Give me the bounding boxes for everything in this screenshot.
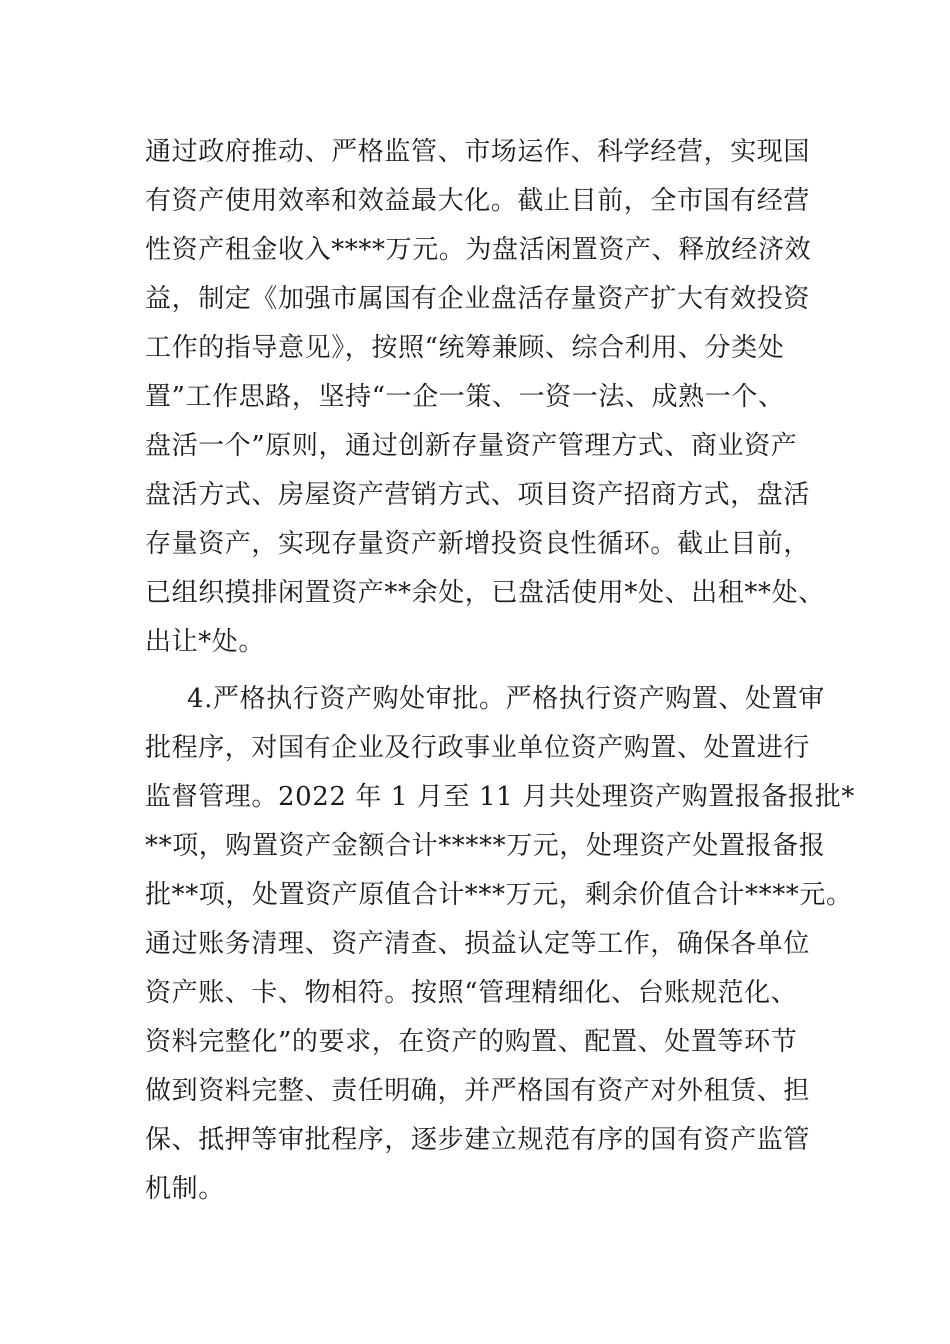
paragraph-2-line: 保、抵押等审批程序，逐步建立规范有序的国有资产监管 [145, 1125, 811, 1155]
paragraph-1-line: 置”工作思路，坚持“一企一策、一资一法、成熟一个、 [145, 382, 785, 412]
paragraph-2-line: 4.严格执行资产购处审批。严格执行资产购置、处置审 [187, 684, 825, 714]
paragraph-2-line: 做到资料完整、责任明确，并严格国有资产对外租赁、担 [145, 1076, 811, 1106]
paragraph-1-line: 出让*处。 [145, 627, 266, 657]
paragraph-1-line: 工作的指导意见》，按照“统筹兼顾、综合利用、分类处 [145, 333, 785, 363]
paragraph-1-line: 存量资产，实现存量资产新增投资良性循环。截止目前， [145, 529, 811, 559]
paragraph-1-line: 有资产使用效率和效益最大化。截止目前，全市国有经营 [145, 186, 811, 216]
paragraph-2-line: 监督管理。2022 年 1 月至 11 月共处理资产购置报备报批* [145, 782, 855, 812]
paragraph-2-line: 资产账、卡、物相符。按照“管理精细化、台账规范化、 [145, 978, 798, 1008]
paragraph-2-line: 资料完整化”的要求，在资产的购置、配置、处置等环节 [145, 1027, 798, 1057]
paragraph-2-line: 机制。 [145, 1174, 225, 1204]
paragraph-1-line: 性资产租金收入****万元。为盘活闲置资产、释放经济效 [145, 235, 812, 265]
paragraph-2-line: **项，购置资产金额合计*****万元，处理资产处置报备报 [145, 831, 826, 861]
paragraph-2-line: 批程序，对国有企业及行政事业单位资产购置、处置进行 [145, 733, 811, 763]
paragraph-2-line: 通过账务清理、资产清查、损益认定等工作，确保各单位 [145, 929, 811, 959]
paragraph-1-line: 益，制定《加强市属国有企业盘活存量资产扩大有效投资 [145, 284, 811, 314]
paragraph-1-line: 已组织摸排闲置资产**余处，已盘活使用*处、出租**处、 [145, 578, 825, 608]
paragraph-1-line: 盘活方式、房屋资产营销方式、项目资产招商方式，盘活 [145, 480, 811, 510]
paragraph-2-line: 批**项，处置资产原值合计***万元，剩余价值合计****元。 [145, 880, 853, 910]
paragraph-1-line: 盘活一个”原则，通过创新存量资产管理方式、商业资产 [145, 431, 798, 461]
paragraph-1-line: 通过政府推动、严格监管、市场运作、科学经营，实现国 [145, 137, 811, 167]
